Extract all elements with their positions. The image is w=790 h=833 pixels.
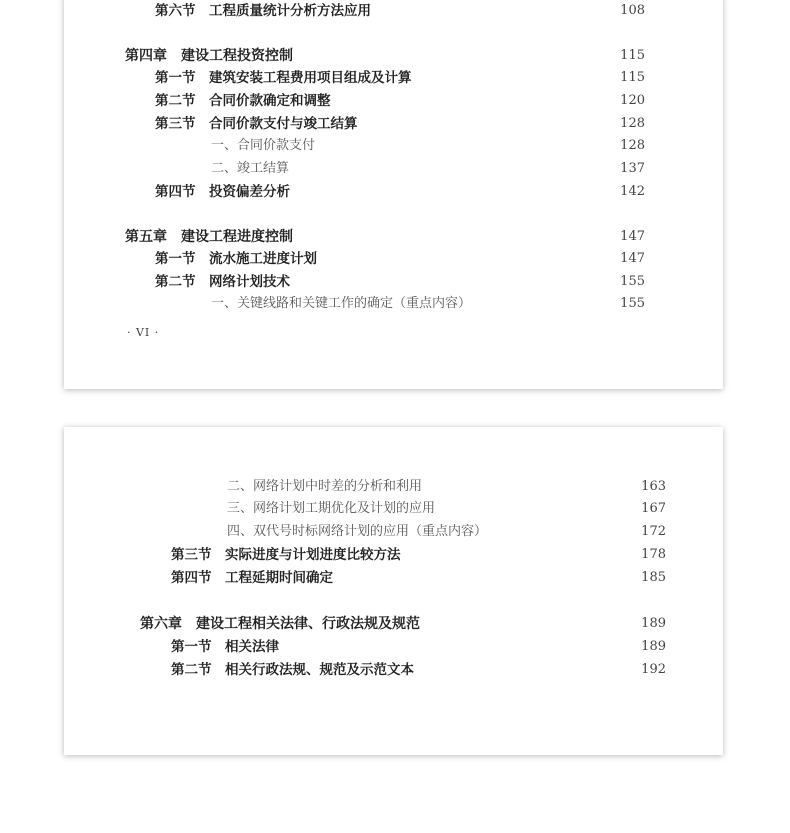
toc-entry-title: 三、网络计划工期优化及计划的应用 — [227, 501, 436, 516]
toc-entry-page: 142 — [620, 184, 645, 199]
toc-entry-title: 第一节 流水施工进度计划 — [155, 251, 317, 267]
toc-entry-title: 第二节 合同价款确定和调整 — [155, 93, 331, 109]
toc-entry-subsection — [227, 499, 666, 519]
toc-entry-page: 128 — [620, 138, 645, 153]
toc-entry-title: 第三节 合同价款支付与竣工结算 — [155, 116, 358, 132]
toc-entry-page: 163 — [641, 479, 666, 494]
toc-entry-page: 115 — [620, 48, 645, 63]
toc-entry-title: 二、竣工结算 — [211, 161, 290, 176]
toc-entry-chapter — [140, 614, 666, 634]
toc-entry-section — [155, 114, 645, 134]
toc-entry-title: 第一节 建筑安装工程费用项目组成及计算 — [155, 70, 412, 86]
toc-entry-title: 第一节 相关法律 — [171, 639, 279, 655]
toc-entry-section — [171, 637, 666, 657]
toc-entry-page: 192 — [641, 662, 666, 677]
toc-entry-section — [155, 182, 645, 202]
toc-entry-chapter — [125, 227, 645, 247]
toc-entry-title: 第二节 相关行政法规、规范及示范文本 — [171, 662, 414, 678]
toc-entry-subsection — [211, 159, 645, 179]
document-page-top — [64, 0, 723, 389]
toc-entry-page: 120 — [620, 93, 645, 108]
toc-entry-section — [171, 660, 666, 680]
toc-entry-page: 115 — [620, 70, 645, 85]
toc-entry-title: 二、网络计划中时差的分析和利用 — [227, 479, 423, 494]
toc-entry-page: 155 — [620, 296, 645, 311]
toc-entry-section — [155, 91, 645, 111]
toc-entry-title: 第六节 工程质量统计分析方法应用 — [155, 3, 371, 19]
toc-entry-page: 167 — [641, 501, 666, 516]
toc-entry-page: 178 — [641, 547, 666, 562]
toc-entry-subsection — [227, 522, 666, 542]
toc-entry-subsection — [227, 477, 666, 497]
toc-entry-title: 第四节 工程延期时间确定 — [171, 570, 333, 586]
toc-entry-section — [155, 249, 645, 269]
toc-entry-page: 108 — [620, 3, 645, 18]
toc-entry-page: 137 — [620, 161, 645, 176]
toc-entry-title: 第四节 投资偏差分析 — [155, 184, 290, 200]
toc-entry-title: 四、双代号时标网络计划的应用（重点内容） — [227, 524, 488, 539]
page-folio: · VI · — [127, 326, 160, 339]
toc-entry-page: 185 — [641, 570, 666, 585]
toc-entry-page: 189 — [641, 616, 666, 631]
toc-entry-chapter — [125, 46, 645, 66]
toc-entry-page: 155 — [620, 274, 645, 289]
document-page-bottom — [64, 427, 723, 755]
toc-entry-section — [171, 568, 666, 588]
toc-entry-title: 一、合同价款支付 — [211, 138, 316, 153]
toc-entry-title: 第三节 实际进度与计划进度比较方法 — [171, 547, 401, 563]
toc-entry-title: 第五章 建设工程进度控制 — [125, 229, 293, 245]
toc-entry-title: 第六章 建设工程相关法律、行政法规及规范 — [140, 616, 420, 632]
toc-entry-title: 一、关键线路和关键工作的确定（重点内容） — [211, 296, 472, 311]
toc-entry-page: 128 — [620, 116, 645, 131]
toc-entry-page: 147 — [620, 229, 645, 244]
toc-entry-title: 第四章 建设工程投资控制 — [125, 48, 293, 64]
toc-entry-subsection — [211, 136, 645, 156]
toc-entry-page: 172 — [641, 524, 666, 539]
toc-entry-section — [155, 68, 645, 88]
toc-entry-subsection — [211, 294, 645, 314]
toc-entry-section — [155, 272, 645, 292]
toc-entry-page: 147 — [620, 251, 645, 266]
toc-entry-section — [171, 545, 666, 565]
toc-entry-title: 第二节 网络计划技术 — [155, 274, 290, 290]
toc-entry-section — [155, 1, 645, 21]
toc-entry-page: 189 — [641, 639, 666, 654]
